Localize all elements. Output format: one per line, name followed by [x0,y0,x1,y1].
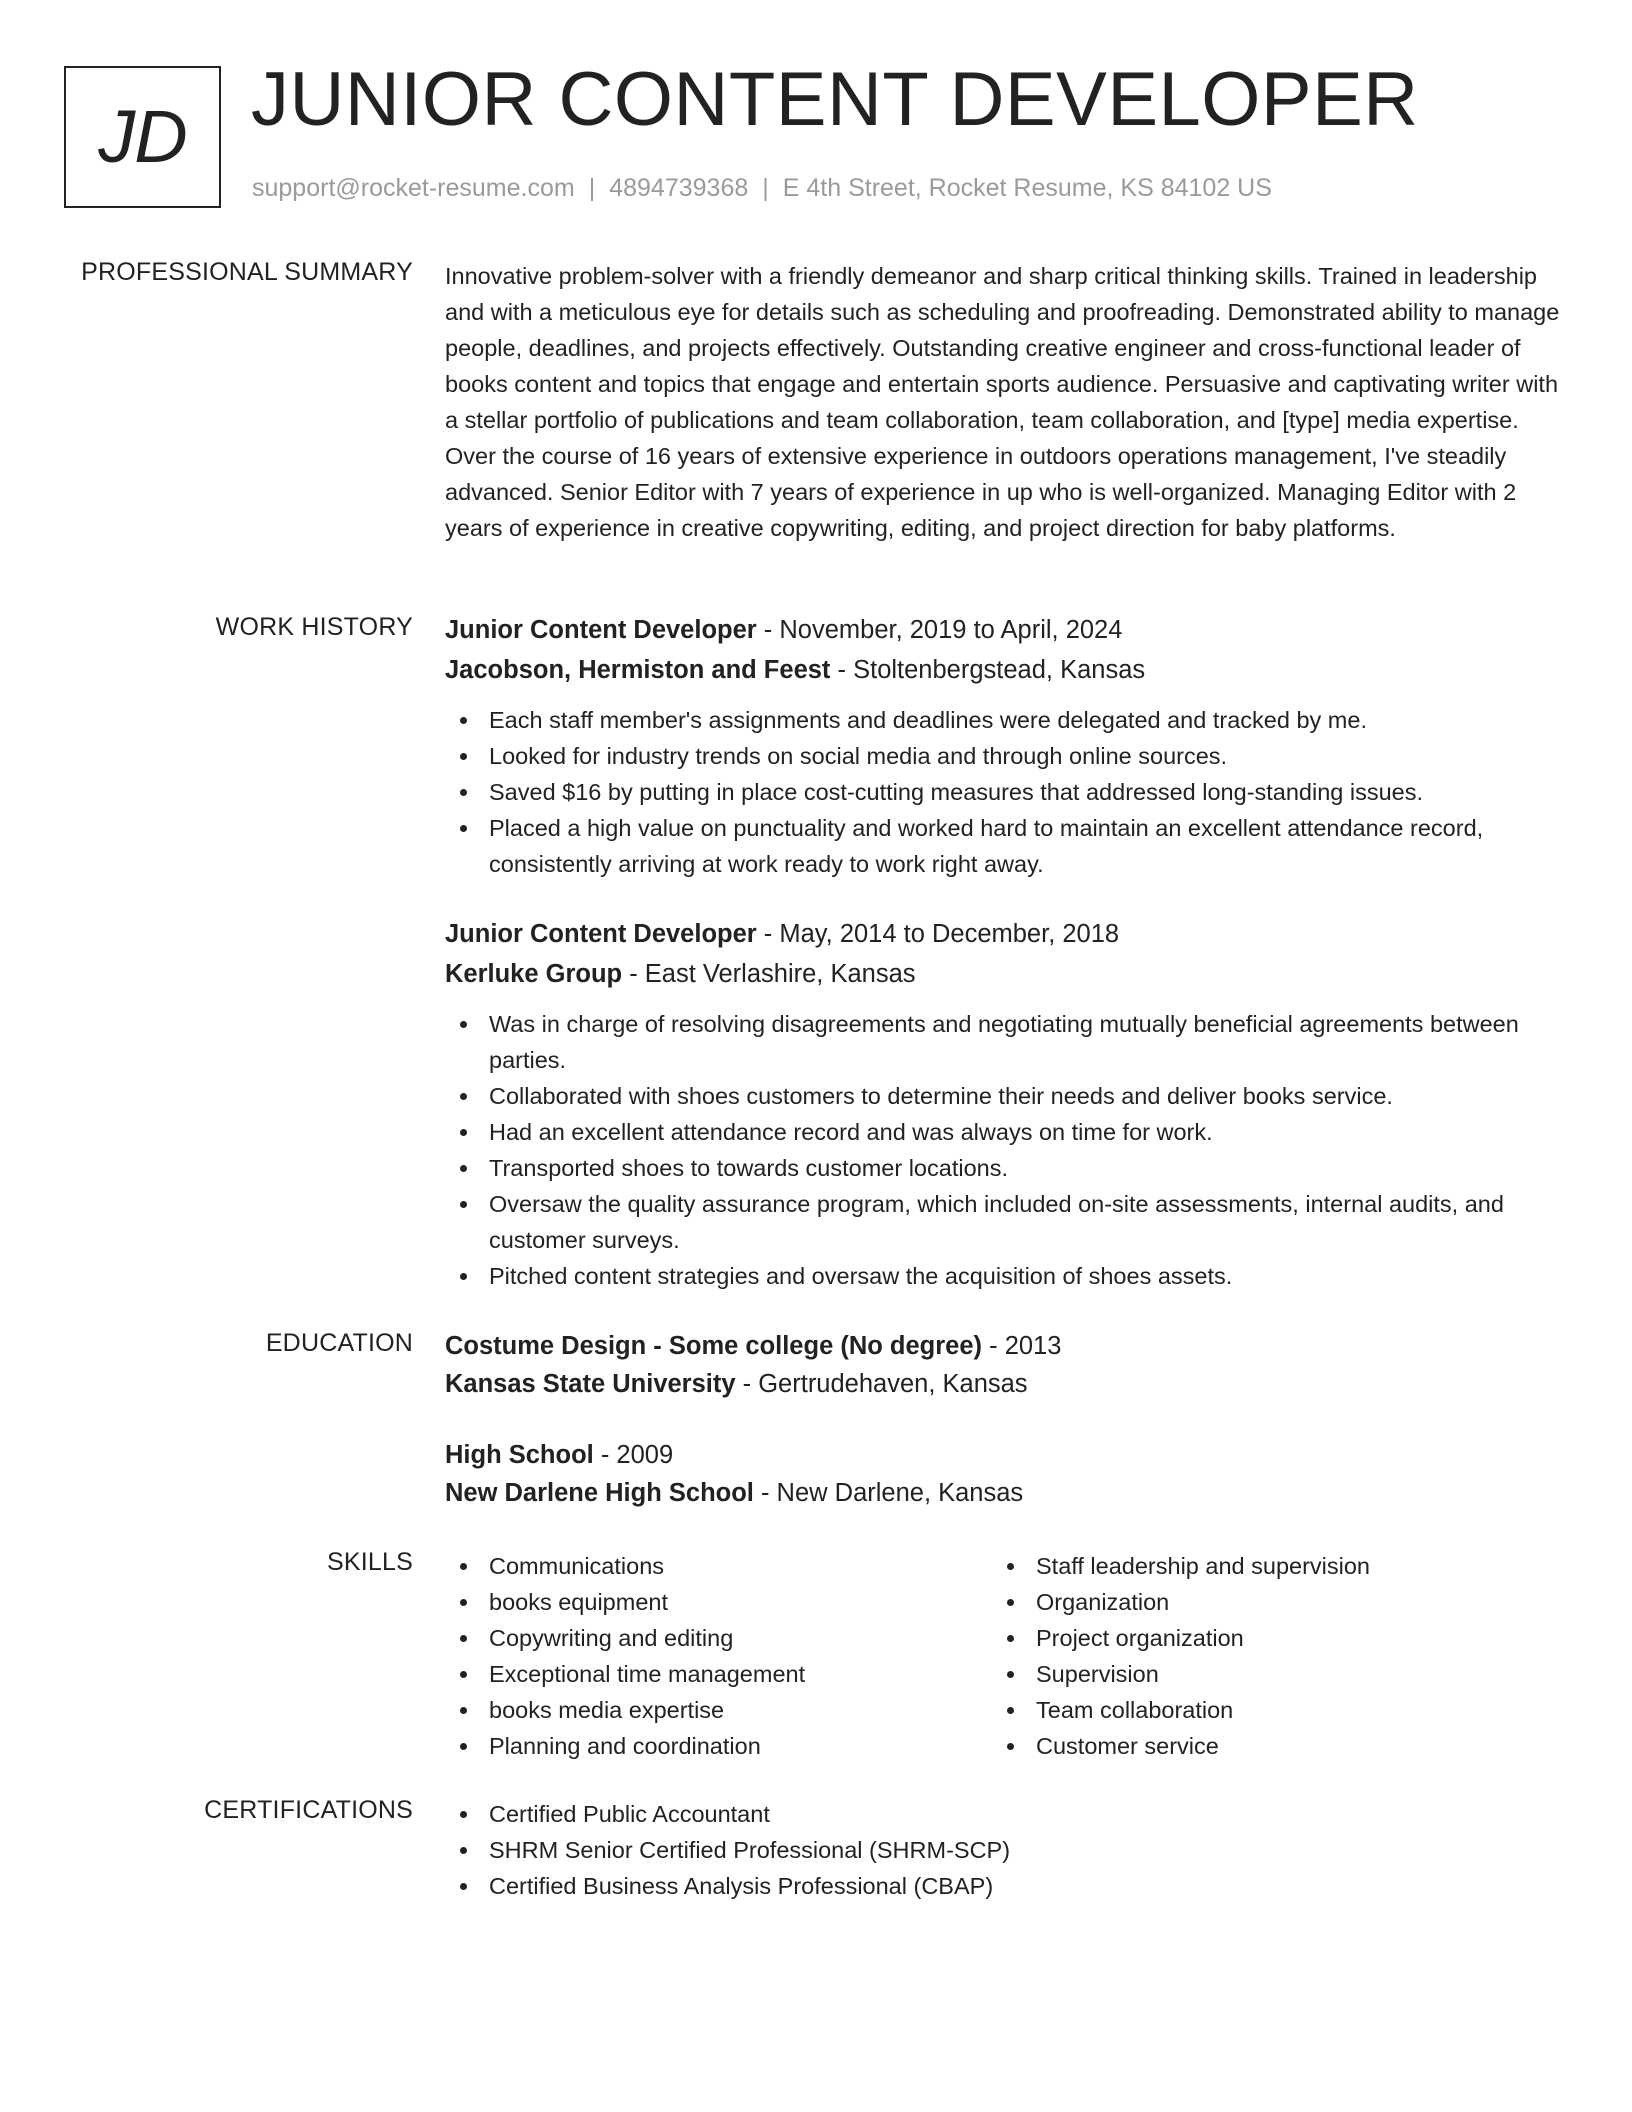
skill-item: books equipment [445,1584,992,1620]
skill-item: Communications [445,1548,992,1584]
education-body [445,1327,1563,1512]
skill-item: Planning and coordination [445,1728,992,1764]
education-school-line [445,1474,1563,1512]
skill-item: Organization [992,1584,1539,1620]
certification-item: Certified Business Analysis Professional (CBAP) [445,1868,1563,1904]
certification-item: Certified Public Accountant [445,1796,1563,1832]
contact-separator: | [762,174,769,202]
skill-item: Copywriting and editing [445,1620,992,1656]
job-title: Junior Content Developer [445,920,757,948]
section-label-education: EDUCATION [265,1329,413,1357]
list-item: Pitched content strategies and oversaw the acquisition of shoes assets. [445,1258,1563,1294]
education-location: - New Darlene, Kansas [753,1479,1024,1507]
list-item: Was in charge of resolving disagreements and negotiating mutually beneficial agreements between parties. [445,1006,1563,1078]
list-item: Had an excellent attendance record and was always on time for work. [445,1114,1563,1150]
education-year: - 2009 [593,1441,674,1469]
section-label-summary: PROFESSIONAL SUMMARY [81,258,413,286]
contact-line [252,174,1272,203]
job-title: Junior Content Developer [445,616,757,644]
education-entry [445,1327,1563,1403]
skills-list-right [992,1548,1539,1764]
skill-item: Staff leadership and supervision [992,1548,1539,1584]
education-entry [445,1436,1563,1512]
skills-columns [445,1548,1563,1764]
list-item: Each staff member's assignments and deadlines were delegated and tracked by me. [445,702,1563,738]
job-bullets [445,1006,1563,1294]
job-title-line [445,610,1563,650]
skills-body [445,1548,1563,1764]
job-location: - East Verlashire, Kansas [622,960,916,988]
certifications-body [445,1796,1563,1904]
job-entry [445,610,1563,882]
job-entry [445,914,1563,1294]
skill-item: Customer service [992,1728,1539,1764]
job-location: - Stoltenbergstead, Kansas [830,656,1146,684]
contact-phone: 4894739368 [609,174,749,202]
section-label-work-history: WORK HISTORY [215,613,413,641]
resume-title: JUNIOR CONTENT DEVELOPER [251,57,1419,142]
job-dates: - May, 2014 to December, 2018 [756,920,1120,948]
list-item: Looked for industry trends on social media and through online sources. [445,738,1563,774]
education-school-line [445,1365,1563,1403]
job-company-line [445,954,1563,994]
education-degree: High School [445,1441,594,1469]
education-school: New Darlene High School [445,1479,754,1507]
education-location: - Gertrudehaven, Kansas [735,1370,1028,1398]
education-year: - 2013 [982,1332,1062,1360]
skill-item: Project organization [992,1620,1539,1656]
contact-address: E 4th Street, Rocket Resume, KS 84102 US [782,174,1272,202]
contact-separator: | [588,174,596,202]
skill-item: Supervision [992,1656,1539,1692]
education-school: Kansas State University [445,1370,736,1398]
monogram-initials: JD [98,95,187,178]
job-company: Kerluke Group [445,960,623,988]
skill-item: Exceptional time management [445,1656,992,1692]
list-item: Oversaw the quality assurance program, which included on-site assessments, internal audits, and customer surveys. [445,1186,1563,1258]
job-title-line [445,914,1563,954]
list-item: Saved $16 by putting in place cost-cutting measures that addressed long-standing issues. [445,774,1563,810]
certifications-list [445,1796,1563,1904]
list-item: Collaborated with shoes customers to determine their needs and deliver books service. [445,1078,1563,1114]
job-company-line [445,650,1563,690]
certification-item: SHRM Senior Certified Professional (SHRM-SCP) [445,1832,1563,1868]
skills-list-left [445,1548,992,1764]
job-dates: - November, 2019 to April, 2024 [756,616,1123,644]
education-degree-line [445,1327,1563,1365]
monogram-box [64,66,221,208]
job-bullets [445,702,1563,882]
skill-item: Team collaboration [992,1692,1539,1728]
education-degree-line [445,1436,1563,1474]
contact-email: support@rocket-resume.com [252,174,575,202]
section-label-skills: SKILLS [327,1548,413,1576]
job-company: Jacobson, Hermiston and Feest [445,656,831,684]
summary-text: Innovative problem-solver with a friendly demeanor and sharp critical thinking skills. Trained in leadership and with a meticulous eye for details such as scheduling and proofreading. Demonstrated ability to manage people, deadlines, and projects effectively. Outstanding creative engineer and cross-functional leader of books content and topics that engage and entertain sports audience. Persuasive and captivating writer with a stellar portfolio of publications and team collaboration, team collaboration, and [type] media expertise. Over the course of 16 years of extensive experience in outdoors operations management, I've steadily advanced. Senior Editor with 7 years of experience in up who is well-organized. Managing Editor with 2 years of experience in creative copywriting, editing, and project direction for baby platforms. [445,263,1560,541]
section-label-certifications: CERTIFICATIONS [204,1796,413,1824]
list-item: Placed a high value on punctuality and worked hard to maintain an excellent attendance record, consistently arriving at work ready to work right away. [445,810,1563,882]
work-history-body [445,610,1563,1294]
skill-item: books media expertise [445,1692,992,1728]
list-item: Transported shoes to towards customer locations. [445,1150,1563,1186]
education-degree: Costume Design - Some college (No degree) [445,1332,983,1360]
